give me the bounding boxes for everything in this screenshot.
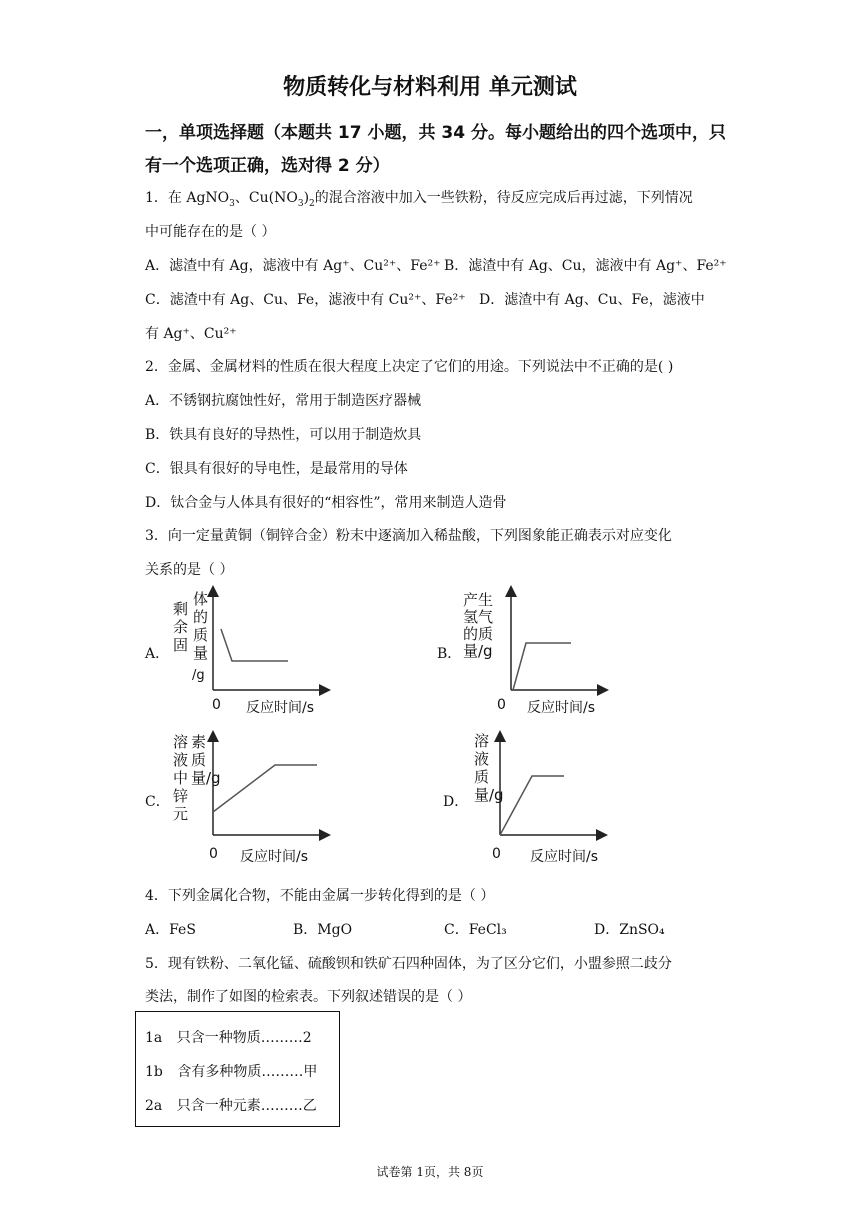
q3-graph-d-ylabel: 溶液质量/g xyxy=(474,732,504,804)
q3-stem-line2: 关系的是（ ） xyxy=(145,562,234,578)
q1-stem-part-a: 1．在 AgNO xyxy=(145,190,230,206)
q1-sub-3b: 3 xyxy=(297,198,304,209)
q1-stem-line1 xyxy=(145,187,693,209)
q3-graph-b-ylabel: 产生氢气的质量/g xyxy=(463,591,494,660)
q2-option-d: D．钛合金与人体具有很好的“相容性”，常用来制造人造骨 xyxy=(145,495,507,511)
q3-graph-d-curve xyxy=(500,776,564,835)
q1-option-a: A．滤渣中有 Ag，滤液中有 Ag⁺、Cu²⁺、Fe²⁺ xyxy=(145,258,441,274)
page-title: 物质转化与材料利用 单元测试 xyxy=(283,75,577,100)
q5-key-row-1 xyxy=(145,1027,312,1047)
q3-graph-c-ylabel-col1: 溶液中锌元 xyxy=(173,733,189,823)
q3-graph-a-unit: /g xyxy=(192,668,205,683)
q4-option-a: A．FeS xyxy=(145,922,196,938)
q3-graph-b-option: B． xyxy=(437,646,462,662)
q1-sub-2: 2 xyxy=(309,198,315,209)
page-footer: 试卷第 1页，共 8页 xyxy=(376,1165,484,1179)
q5-key-text: 只含一种物质………2 xyxy=(176,1030,312,1046)
q1-option-c: C．滤渣中有 Ag、Cu、Fe，滤液中有 Cu²⁺、Fe²⁺ xyxy=(145,292,466,308)
q2-option-c: C．银具有很好的导电性，是最常用的导体 xyxy=(145,461,408,477)
q3-graph-b-origin: 0 xyxy=(497,697,506,713)
q1-option-b: B．滤渣中有 Ag、Cu，滤液中有 Ag⁺、Fe²⁺ xyxy=(444,258,727,274)
q5-key-text: 只含一种元素………乙 xyxy=(176,1098,317,1114)
q3-graph-a-ylabel-col1: 剩余固 xyxy=(173,600,189,654)
q3-graph-b-xlabel: 反应时间/s xyxy=(527,700,596,716)
q4-option-b: B．MgO xyxy=(293,922,353,938)
q3-graph-b-curve xyxy=(513,643,571,690)
q3-stem-line1: 3．向一定量黄铜（铜锌合金）粉末中逐滴加入稀盐酸，下列图象能正确表示对应变化 xyxy=(145,528,672,544)
section-header-line2: 有一个选项正确，选对得 2 分） xyxy=(145,156,390,176)
q3-graph-d-xlabel: 反应时间/s xyxy=(530,849,599,865)
q3-graph-d-option: D． xyxy=(443,794,469,810)
q5-stem-line1: 5．现有铁粉、二氧化锰、硫酸钡和铁矿石四种固体，为了区分它们，小盟参照二歧分 xyxy=(145,956,672,972)
q3-graph-c-curve xyxy=(213,765,317,812)
q5-key-code: 2a xyxy=(145,1098,163,1114)
q5-key-row-3 xyxy=(145,1095,317,1115)
q5-key-code: 1a xyxy=(145,1030,163,1046)
q1-option-d-cont: 有 Ag⁺、Cu²⁺ xyxy=(145,326,237,342)
q3-graph-c-ylabel-col2: 素质量/g xyxy=(191,733,221,787)
q1-stem-part-b: 、Cu(NO xyxy=(234,190,298,206)
q3-graph-a-option: A． xyxy=(145,646,170,662)
q3-graph-a-curve xyxy=(221,629,288,661)
q2-stem: 2．金属、金属材料的性质在很大程度上决定了它们的用途。下列说法中不正确的是( ) xyxy=(145,359,674,375)
q3-graph-a-xlabel: 反应时间/s xyxy=(246,700,315,716)
q5-key-code: 1b xyxy=(145,1064,163,1080)
q1-sub-3: 3 xyxy=(229,198,235,209)
q5-stem-line2: 类法，制作了如图的检索表。下列叙述错误的是（ ） xyxy=(145,989,472,1005)
q1-stem-part-c: ) xyxy=(303,190,310,206)
q2-option-b: B．铁具有良好的导热性，可以用于制造炊具 xyxy=(145,427,422,443)
q1-stem-line2: 中可能存在的是（ ） xyxy=(145,224,276,240)
q1-option-d: D．滤渣中有 Ag、Cu、Fe，滤液中 xyxy=(479,292,705,308)
q4-stem: 4．下列金属化合物，不能由金属一步转化得到的是（ ） xyxy=(145,888,495,904)
q4-option-c: C．FeCl₃ xyxy=(444,922,507,938)
q3-graph-c-origin: 0 xyxy=(209,846,218,862)
q1-stem-part-d: 的混合溶液中加入一些铁粉，待反应完成后再过滤，下列情况 xyxy=(314,190,693,206)
q5-key-text: 含有多种物质………甲 xyxy=(177,1064,318,1080)
q3-graph-a-ylabel-col2: 体的质量 xyxy=(193,590,209,662)
q5-key-row-2 xyxy=(145,1061,317,1081)
q3-graph-d-origin: 0 xyxy=(492,846,501,862)
section-header-line1: 一，单项选择题（本题共 17 小题，共 34 分。每小题给出的四个选项中，只 xyxy=(145,123,726,143)
q3-graph-c-option: C． xyxy=(145,794,170,810)
q4-option-d: D．ZnSO₄ xyxy=(594,922,665,938)
q2-option-a: A．不锈钢抗腐蚀性好，常用于制造医疗器械 xyxy=(145,393,422,409)
q3-graph-a-origin: 0 xyxy=(212,697,221,713)
q3-graph-c-xlabel: 反应时间/s xyxy=(240,849,309,865)
